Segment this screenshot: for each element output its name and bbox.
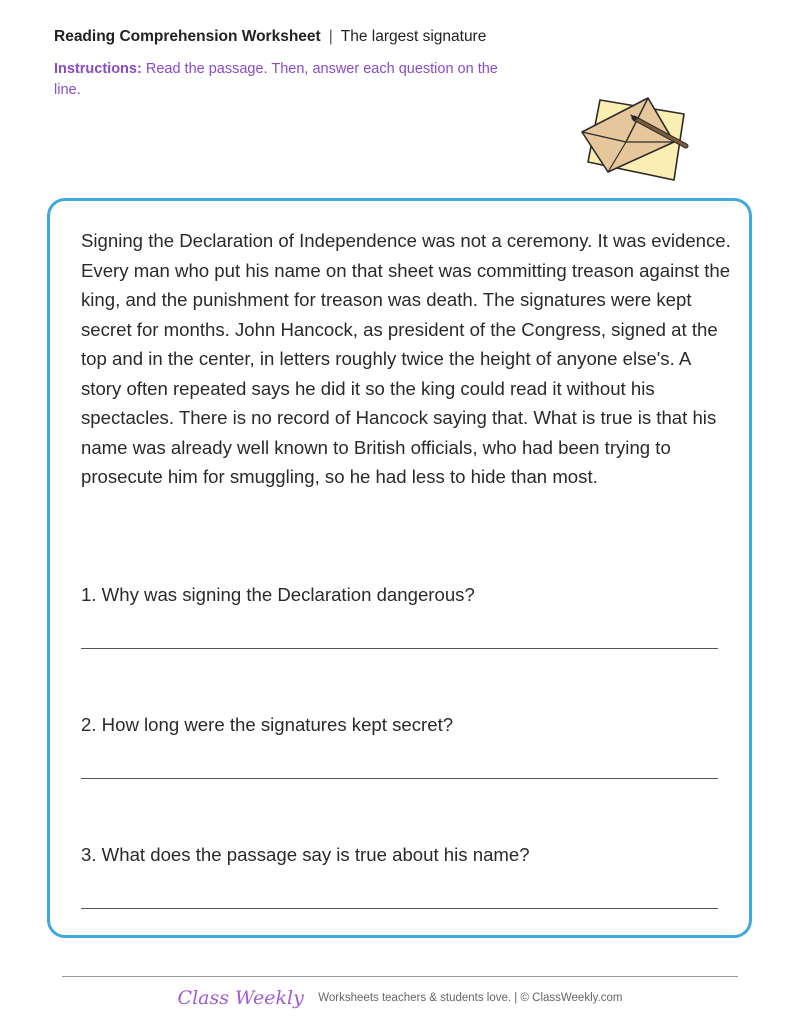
answer-line-2[interactable]: [81, 778, 718, 779]
worksheet-header: [54, 28, 486, 46]
answer-line-3[interactable]: [81, 908, 718, 909]
header-separator: |: [328, 28, 333, 45]
footer: [0, 987, 800, 1009]
answer-line-1[interactable]: [81, 648, 718, 649]
envelope-and-quill-icon: [578, 92, 690, 184]
instructions-label: Instructions:: [54, 61, 142, 77]
instructions: [54, 59, 524, 101]
question-2: 2. How long were the signatures kept secret?: [81, 714, 454, 735]
reading-passage: Signing the Declaration of Independence was not a ceremony. It was evidence. Every man who put his name on that sheet was committing treason against the king, and the punishment for treason was death. The signatures were kept secret for months. John Hancock, as president of the Congress, signed at the top and in the center, in letters roughly twice the height of anyone else's. A story often repeated says he did it so the king could read it without his spectacles. There is no record of Hancock saying that. What is true is that his name was already well known to British officials, who had been trying to prosecute him for smuggling, so he had less to hide than most.: [81, 230, 731, 487]
brand-logo: Class Weekly: [177, 987, 304, 1009]
footer-tagline: Worksheets teachers & students love. | © ClassWeekly.com: [318, 992, 623, 1004]
footer-divider: [62, 976, 738, 977]
instructions-text: Read the passage. Then, answer each question on the line.: [54, 61, 498, 98]
question-3: 3. What does the passage say is true about his name?: [81, 844, 530, 865]
worksheet-type: Reading Comprehension Worksheet: [54, 28, 321, 45]
worksheet-title: The largest signature: [340, 28, 487, 45]
question-1: 1. Why was signing the Declaration dangerous?: [81, 584, 475, 605]
